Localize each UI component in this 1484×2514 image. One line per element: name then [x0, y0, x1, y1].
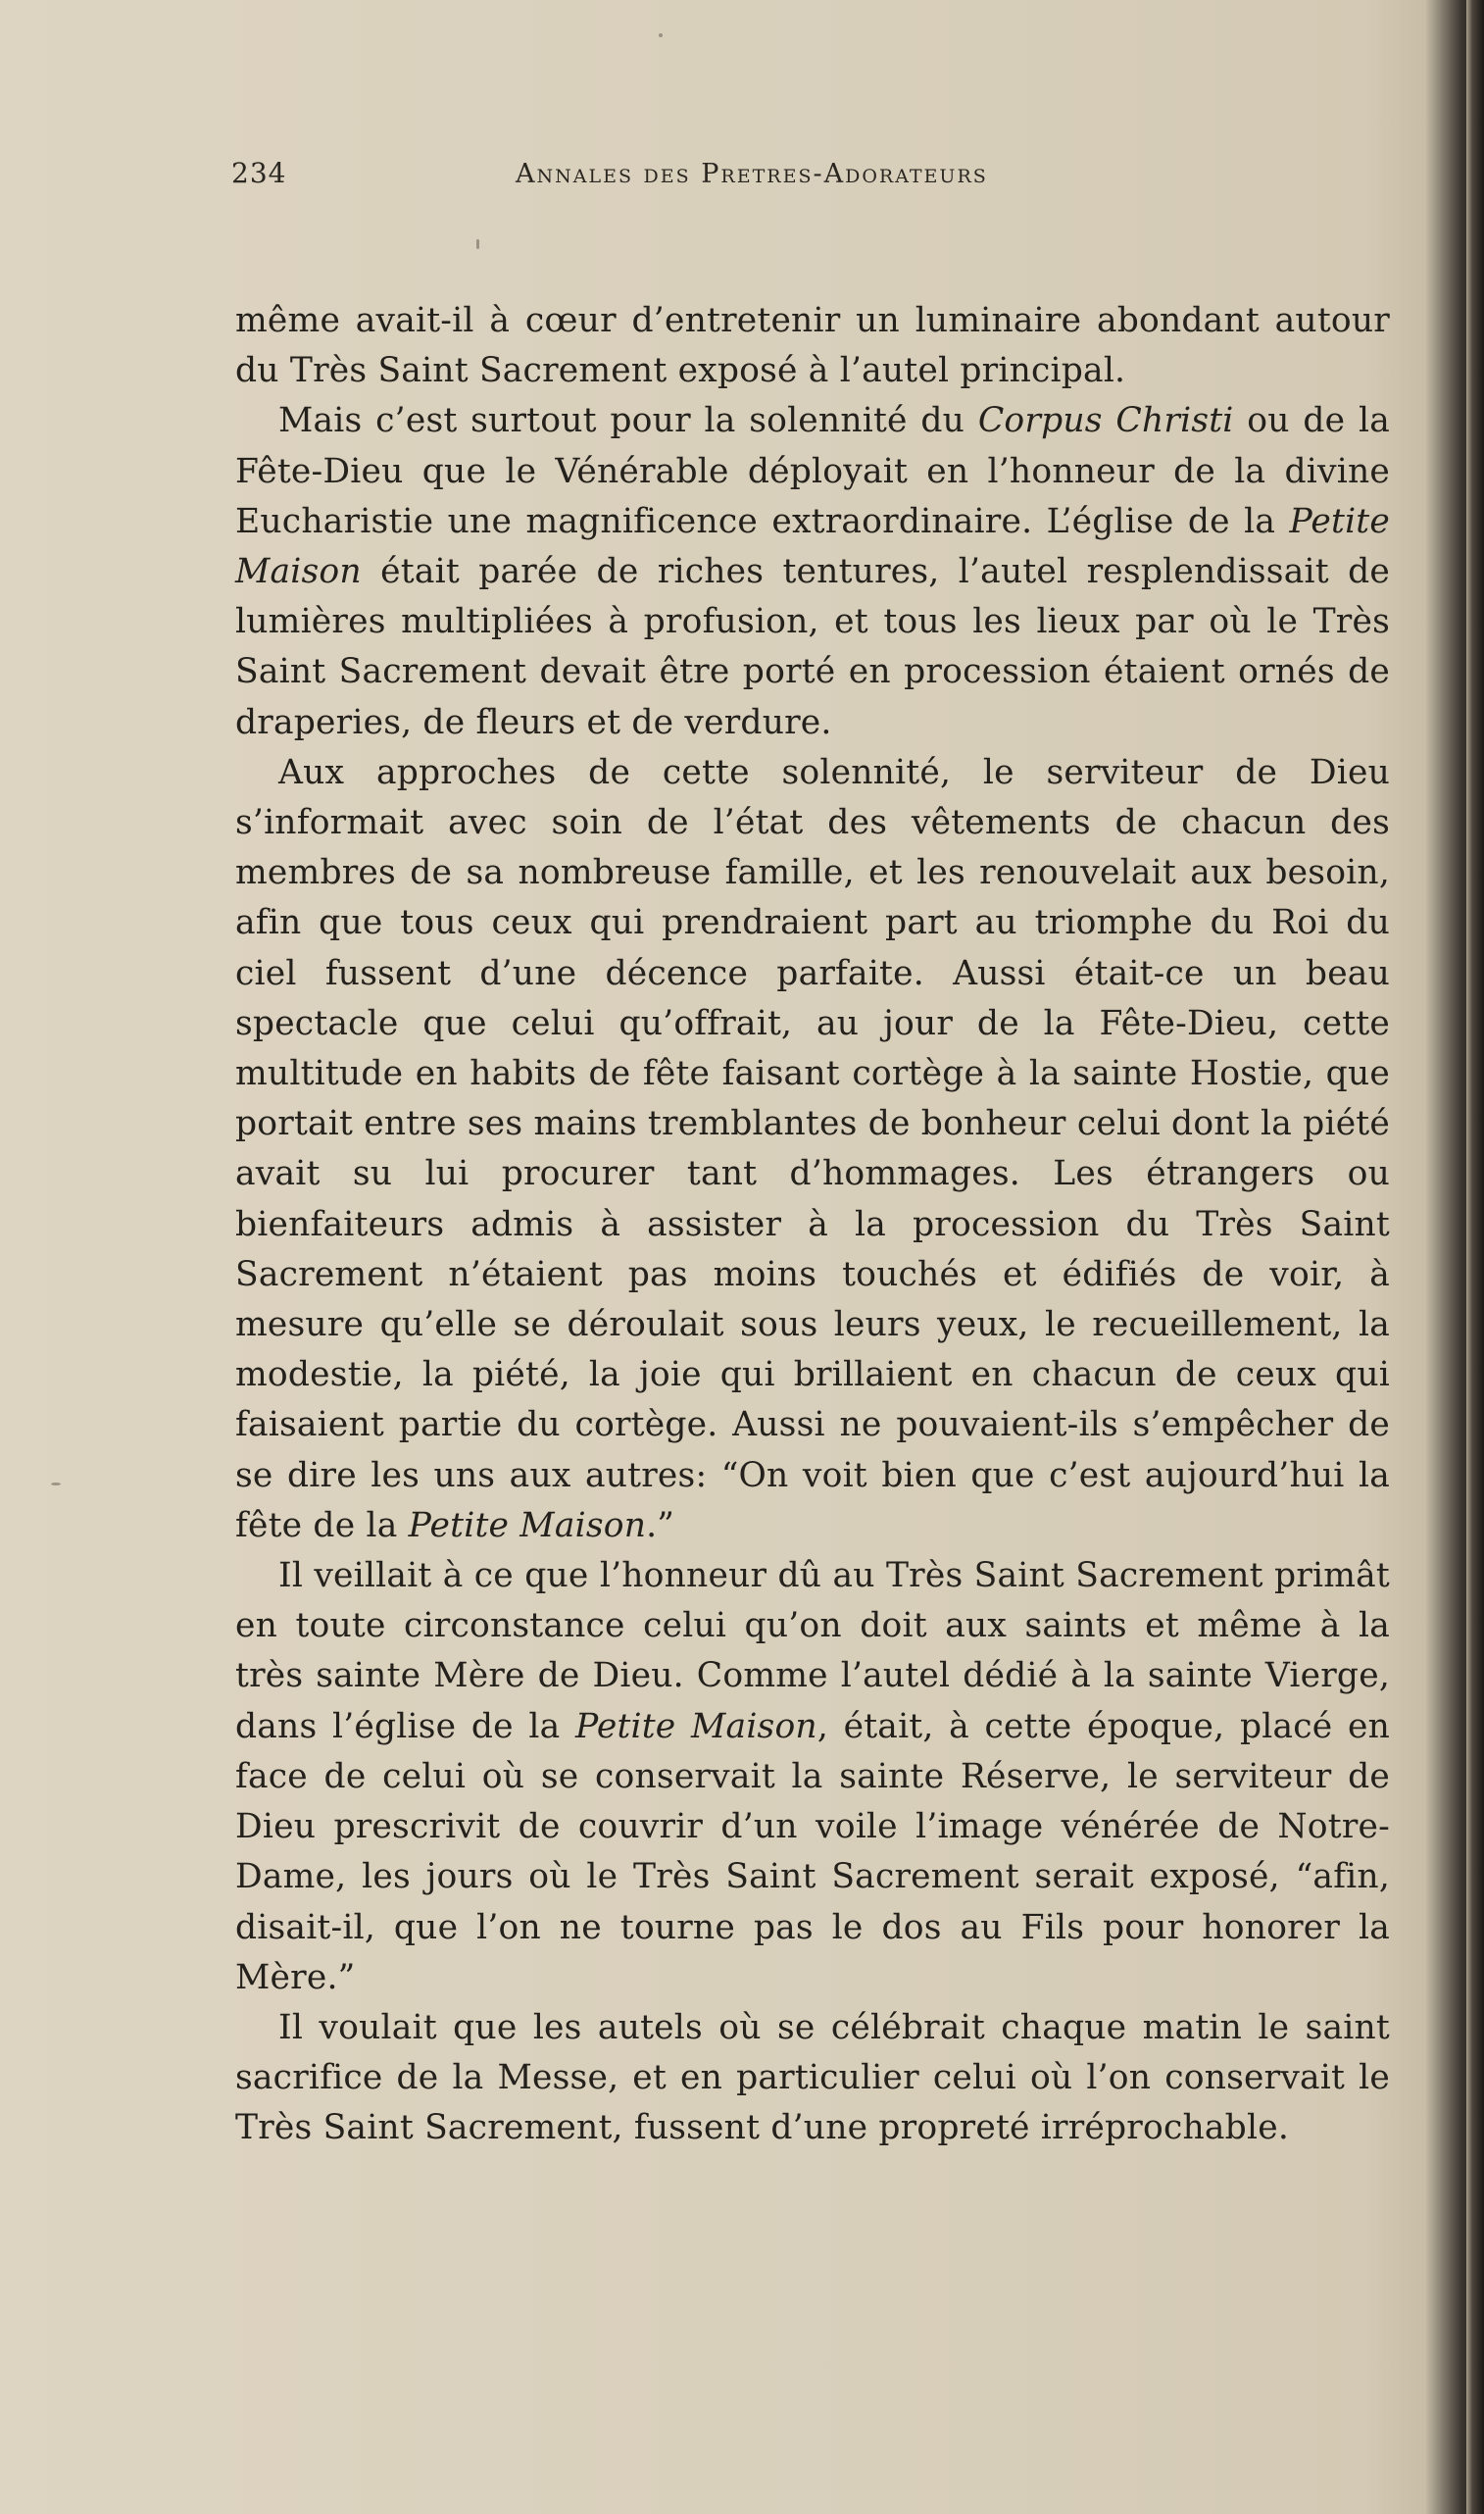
paper-speck — [476, 239, 479, 249]
text-run: .” — [646, 1505, 675, 1545]
page-gutter-shadow — [1466, 0, 1484, 2514]
text-run: Il veillait à ce que l’honneur dû au Très Saint Sacrement primât en toute circonstance celui qu’on doit aux saints et même à la très sainte Mère de Dieu. Comme l’autel dédié à la sainte Vierge, dans l’église de la — [235, 1556, 1390, 1746]
paper-speck — [659, 33, 663, 37]
text-run: Aux approches de cette solennité, le serviteur de Dieu s’informait avec soin de l’état des vêtements de chacun des membres de sa nombreuse famille, et les renouvelait aux besoin, afin que tous ceux qui prendraient part au triomphe du Roi du ciel fussent d’une décence parfaite. Aussi était-ce un beau spectacle que celui qu’offrait, au jour de la Fête-Dieu, cette multitude en habits de fête faisant cortège à la sainte Hostie, que portait entre ses mains tremblantes de bonheur celui dont la piété avait su lui procurer tant d’hommages. Les étrangers ou bienfaiteurs admis à assister à la procession du Très Saint Sacrement n’étaient pas moins touchés et édifiés de voir, à mesure qu’elle se déroulait sous leurs yeux, le recueillement, la modestie, la piété, la joie qui brillaient en chacun de ceux qui faisaient partie du cortège. Aussi ne pouvaient-ils s’empêcher de se dire les uns aux autres: “On voit bien que c’est aujourd’hui la fête de la — [235, 752, 1390, 1545]
running-head — [231, 157, 1388, 206]
paragraph — [235, 396, 1390, 747]
text-run: était parée de riches tentures, l’autel resplendissait de lumières multipliées à profusion, et tous les lieux par où le Très Saint Sacrement devait être porté en procession étaient ornés de draperies, de fleurs et de verdure. — [235, 552, 1390, 742]
text-run: Mais c’est surtout pour la solennité du — [278, 401, 978, 441]
italic-text: Corpus Christi — [977, 401, 1234, 441]
text-run: , était, à cette époque, placé en face de celui où se conservait la sainte Réserve, le serviteur de Dieu prescrivit de couvrir d’un voile l’image vénérée de Notre-Dame, les jours où le Très Saint Sacrement serait exposé, “afin, disait-il, que l’on ne tourne pas le dos au Fils pour honorer la Mère.” — [235, 1706, 1390, 1997]
italic-text: Petite Maison — [408, 1505, 647, 1545]
paragraph — [235, 296, 1390, 396]
italic-text: Petite Maison — [235, 501, 1390, 592]
body-text — [235, 296, 1390, 2154]
paragraph — [235, 2003, 1390, 2154]
text-run: même avait-il à cœur d’entretenir un luminaire abondant autour du Très Saint Sacrement exposé à l’autel principal. — [235, 301, 1390, 391]
text-run: Il voulait que les autels où se célébrait chaque matin le saint sacrifice de la Messe, et en particulier celui où l’on conservait le Très Saint Sacrement, fussent d’une propreté irréprochable. — [235, 2007, 1390, 2148]
paragraph — [235, 1551, 1390, 2003]
running-title: Annales des Pretres-Adorateurs — [516, 159, 988, 189]
paper-speck — [51, 1483, 61, 1485]
page-number: 234 — [231, 157, 287, 189]
italic-text: Petite Maison — [574, 1706, 817, 1746]
text-run: ou de la Fête-Dieu que le Vénérable déployait en l’honneur de la divine Eucharistie une magnificence extraordinaire. L’église de la — [235, 401, 1390, 541]
paragraph — [235, 748, 1390, 1551]
